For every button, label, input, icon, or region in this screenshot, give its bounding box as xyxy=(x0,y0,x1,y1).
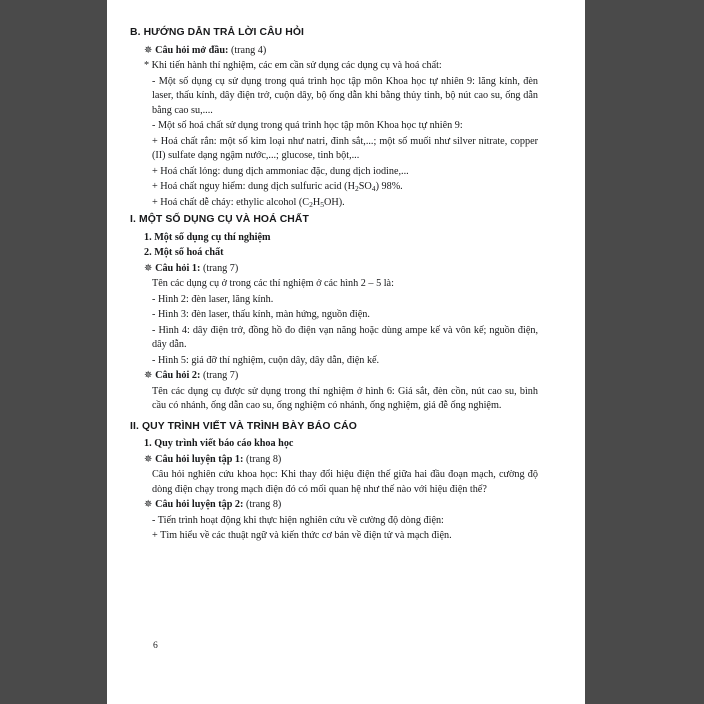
paragraph-flammable-chemicals xyxy=(130,196,538,211)
paragraph-hinh-3: - Hình 3: đèn laser, thấu kính, màn hứng, nguồn điện. xyxy=(152,309,370,321)
dangerous-post: ) 98%. xyxy=(375,181,403,193)
question-label-2 xyxy=(130,369,538,383)
paragraph-practice-2-line-1: - Tiến trình hoạt động khi thực hiện nghiên cứu về cường độ dòng điện: xyxy=(152,514,444,526)
question-label-opening xyxy=(130,44,538,58)
practice-2-text: Câu hỏi luyện tập 2: xyxy=(155,499,244,511)
paragraph-solid-chemicals: + Hoá chất rắn: một số kim loại như natri, đinh sắt,...; một số muối như silver nitrate, copper (II) sulfate dạng ngậm nước,...; glucose, tinh bột,... xyxy=(152,135,538,162)
paragraph-liquid-chemicals: + Hoá chất lỏng: dung dịch ammoniac đặc, dung dịch iodine,... xyxy=(152,165,409,177)
flammable-sub2: 5 xyxy=(320,200,325,210)
question-label-practice-2 xyxy=(130,498,538,512)
paragraph-dangerous-chemicals xyxy=(130,180,538,195)
document-page xyxy=(107,0,585,704)
flammable-sub1: 2 xyxy=(309,200,313,210)
paragraph-practice-2-line-2: + Tìm hiểu về các thuật ngữ và kiến thức cơ bản về điện tử và mạch điện. xyxy=(152,530,452,542)
subheading-i-2: 2. Một số hoá chất xyxy=(144,247,224,259)
practice-1-text: Câu hỏi luyện tập 1: xyxy=(155,453,244,465)
star-icon: ✵ xyxy=(144,453,153,465)
paragraph-hinh-2: - Hình 2: đèn laser, lăng kính. xyxy=(152,293,274,305)
paragraph-practice-1-answer: Câu hỏi nghiên cứu khoa học: Khi thay đổi hiệu điện thế giữa hai đầu đoạn mạch, cường độ dòng điện chạy trong mạch điện đó có mối quan hệ như thế nào với hiệu điện thế? xyxy=(152,469,538,495)
paragraph-chemicals-intro: - Một số hoá chất sử dụng trong quá trình học tập môn Khoa học tự nhiên 9: xyxy=(152,120,463,132)
dangerous-sub2: 4 xyxy=(371,184,376,194)
star-icon: ✵ xyxy=(144,499,153,511)
question-2-page: (trang 7) xyxy=(200,370,239,382)
paragraph-q2-answer: Tên các dụng cụ được sử dụng trong thí nghiệm ở hình 6: Giá sắt, đèn cồn, nút cao su, bình cầu có nhánh, ống dẫn cao su, ống nghiệm có nhánh, ống nghiệm, giá đễ ống nghiệm. xyxy=(152,385,538,412)
question-1-page: (trang 7) xyxy=(200,262,239,274)
star-icon: ✵ xyxy=(144,44,153,56)
flammable-mid2: OH). xyxy=(324,197,345,209)
page-content xyxy=(130,24,538,664)
flammable-mid1: H xyxy=(312,197,321,209)
practice-1-page: (trang 8) xyxy=(243,453,282,465)
dangerous-mid1: SO xyxy=(358,181,372,193)
question-label-text: Câu hỏi mở đầu: xyxy=(155,44,229,56)
page-number: 6 xyxy=(153,640,158,651)
section-heading-ii: II. QUY TRÌNH VIẾT VÀ TRÌNH BÀY BÁO CÁO xyxy=(130,420,357,432)
flammable-pre: + Hoá chất dễ cháy: ethylic alcohol (C xyxy=(152,197,310,209)
question-label-1 xyxy=(130,262,538,276)
section-heading-b: B. HƯỚNG DẪN TRẢ LỜI CÂU HỎI xyxy=(130,27,305,38)
document-body xyxy=(130,26,538,544)
question-2-text: Câu hỏi 2: xyxy=(155,370,201,382)
question-label-practice-1 xyxy=(130,453,538,467)
question-label-page: (trang 4) xyxy=(228,44,267,56)
star-icon: ✵ xyxy=(144,370,153,382)
practice-2-page: (trang 8) xyxy=(243,499,282,511)
section-heading-i: I. MỘT SỐ DỤNG CỤ VÀ HOÁ CHẤT xyxy=(130,213,309,225)
paragraph-q1-intro: Tên các dụng cụ ở trong các thí nghiệm ở các hình 2 – 5 là: xyxy=(152,278,394,290)
paragraph-hinh-5: - Hình 5: giá đỡ thí nghiệm, cuộn dây, dây dẫn, điện kế. xyxy=(152,354,380,366)
paragraph-hinh-4: - Hình 4: dây điện trở, đồng hồ đo điện vạn năng hoặc dùng ampe kế và vôn kế; nguồn điện, dây dẫn. xyxy=(152,324,538,351)
subheading-ii-1: 1. Quy trình viết báo cáo khoa học xyxy=(144,438,294,450)
subheading-i-1: 1. Một số dụng cụ thí nghiệm xyxy=(144,231,271,243)
dangerous-sub1: 2 xyxy=(354,184,359,194)
question-1-text: Câu hỏi 1: xyxy=(155,262,201,274)
star-icon: ✵ xyxy=(144,262,153,274)
dangerous-pre: + Hoá chất nguy hiểm: dung dịch sulfuric acid (H xyxy=(152,181,355,193)
paragraph-intro: * Khi tiến hành thí nghiệm, các em cần sử dụng các dụng cụ và hoá chất: xyxy=(144,60,442,72)
paragraph-tools-list: - Một số dụng cụ sử dụng trong quá trình học tập môn Khoa học tự nhiên 9: lăng kính, đèn laser, thấu kính, dây điện trở, cuộn dây, bộ ống dẫn khi bằng thủy tinh, bộ nút cao su, ống dẫn bằng cao su,.... xyxy=(152,75,538,116)
